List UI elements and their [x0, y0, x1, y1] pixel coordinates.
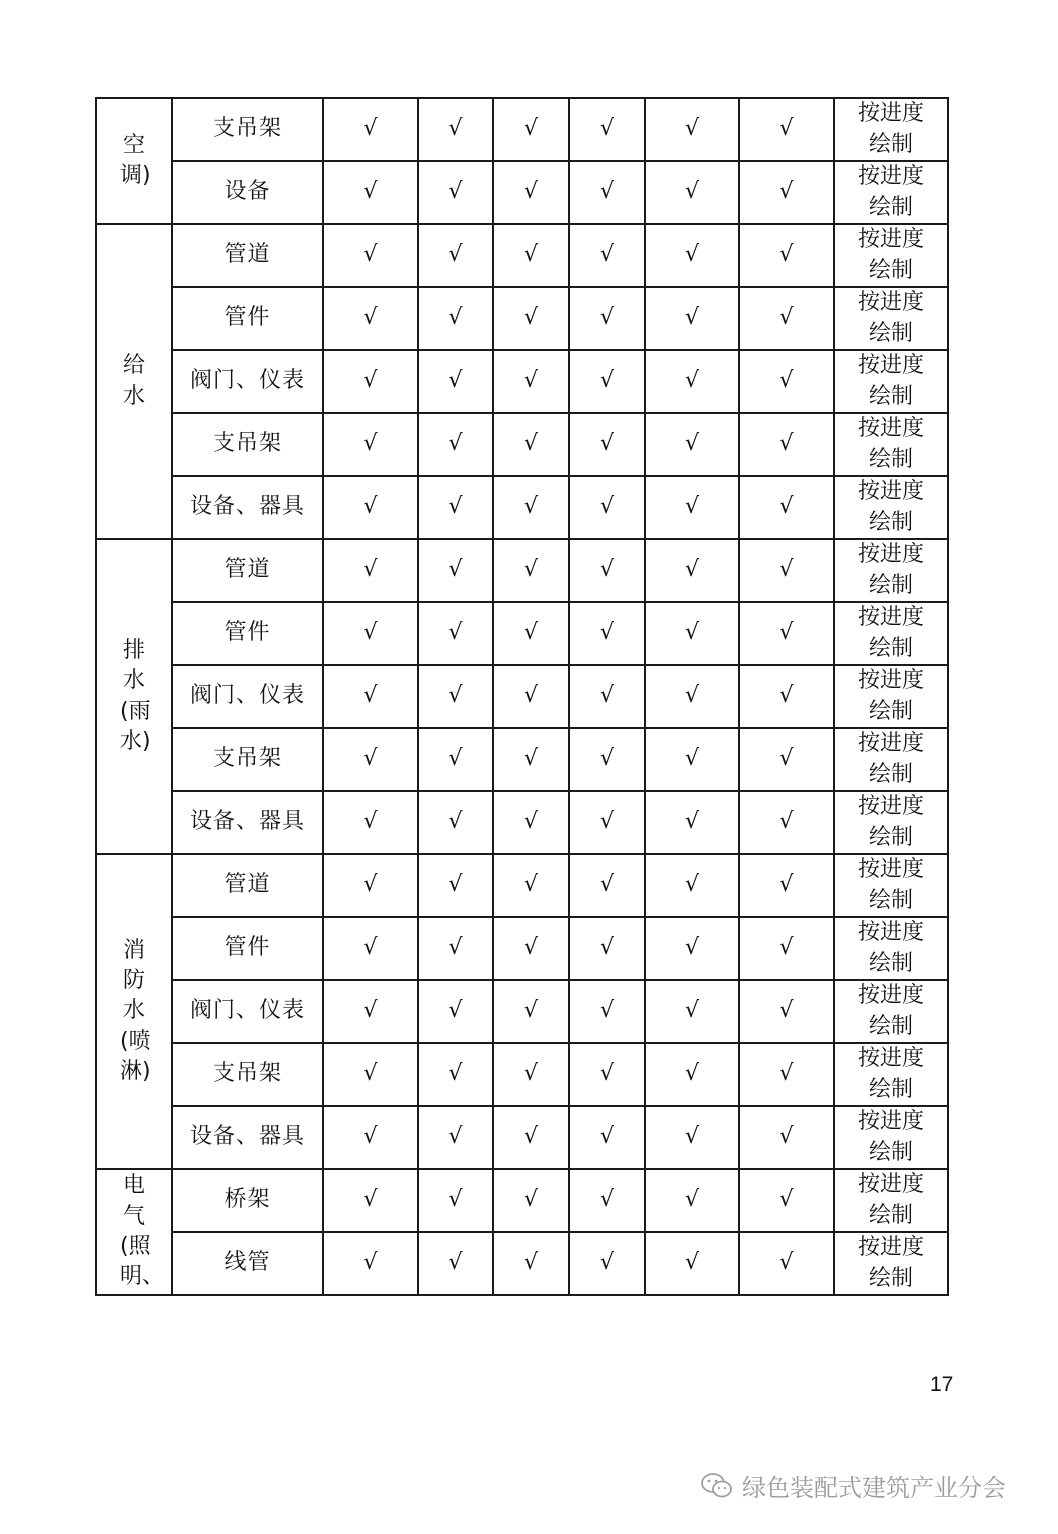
check-mark: √ — [493, 539, 569, 602]
check-mark: √ — [323, 980, 418, 1043]
item-cell: 支吊架 — [172, 98, 323, 161]
group-label-cell — [96, 1169, 172, 1295]
table-row — [96, 224, 948, 287]
page-number: 17 — [930, 1373, 954, 1396]
check-mark: √ — [645, 1232, 739, 1295]
check-mark: √ — [739, 980, 834, 1043]
note-text: 按进度绘制 — [857, 290, 924, 346]
check-mark: √ — [739, 728, 834, 791]
check-mark: √ — [739, 1043, 834, 1106]
check-mark: √ — [418, 287, 493, 350]
check-mark: √ — [493, 1043, 569, 1106]
item-cell: 桥架 — [172, 1169, 323, 1232]
check-mark: √ — [493, 1169, 569, 1232]
note-text: 按进度绘制 — [857, 794, 924, 850]
item-cell: 设备 — [172, 161, 323, 224]
group-label: 排水(雨水) — [120, 637, 151, 754]
item-cell: 支吊架 — [172, 728, 323, 791]
note-text: 按进度绘制 — [857, 542, 924, 598]
check-mark: √ — [418, 1043, 493, 1106]
item-cell: 管道 — [172, 224, 323, 287]
note-text: 按进度绘制 — [857, 605, 924, 661]
check-mark: √ — [739, 161, 834, 224]
table-row — [96, 728, 948, 791]
check-mark: √ — [323, 854, 418, 917]
check-mark: √ — [739, 917, 834, 980]
check-mark: √ — [739, 476, 834, 539]
check-mark: √ — [645, 602, 739, 665]
item-cell: 线管 — [172, 1232, 323, 1295]
check-mark: √ — [645, 854, 739, 917]
note-text: 按进度绘制 — [857, 1235, 924, 1291]
check-mark: √ — [493, 350, 569, 413]
check-mark: √ — [493, 602, 569, 665]
note-cell — [834, 98, 948, 161]
check-mark: √ — [323, 98, 418, 161]
check-mark: √ — [645, 728, 739, 791]
check-mark: √ — [739, 287, 834, 350]
group-label-cell — [96, 98, 172, 224]
check-mark: √ — [569, 539, 645, 602]
item-cell: 管件 — [172, 602, 323, 665]
check-mark: √ — [645, 413, 739, 476]
check-mark: √ — [323, 665, 418, 728]
table-row — [96, 413, 948, 476]
check-mark: √ — [418, 350, 493, 413]
note-cell — [834, 413, 948, 476]
table-row — [96, 917, 948, 980]
note-cell — [834, 602, 948, 665]
check-mark: √ — [569, 350, 645, 413]
check-mark: √ — [739, 665, 834, 728]
note-text: 按进度绘制 — [857, 479, 924, 535]
check-mark: √ — [569, 728, 645, 791]
check-mark: √ — [418, 224, 493, 287]
note-text: 按进度绘制 — [857, 164, 924, 220]
bim-content-table — [95, 97, 949, 1296]
check-mark: √ — [739, 854, 834, 917]
check-mark: √ — [645, 350, 739, 413]
watermark-text: 绿色装配式建筑产业分会 — [742, 1474, 1006, 1502]
note-text: 按进度绘制 — [857, 353, 924, 409]
table-row — [96, 854, 948, 917]
check-mark: √ — [645, 665, 739, 728]
check-mark: √ — [569, 1232, 645, 1295]
check-mark: √ — [739, 413, 834, 476]
check-mark: √ — [418, 1106, 493, 1169]
check-mark: √ — [493, 413, 569, 476]
note-text: 按进度绘制 — [857, 101, 924, 157]
table-row — [96, 161, 948, 224]
note-cell — [834, 539, 948, 602]
table-row — [96, 665, 948, 728]
note-cell — [834, 161, 948, 224]
note-cell — [834, 791, 948, 854]
item-cell: 阀门、仪表 — [172, 350, 323, 413]
check-mark: √ — [739, 350, 834, 413]
check-mark: √ — [323, 413, 418, 476]
check-mark: √ — [323, 161, 418, 224]
check-mark: √ — [739, 791, 834, 854]
note-cell — [834, 1106, 948, 1169]
table-row — [96, 350, 948, 413]
check-mark: √ — [493, 287, 569, 350]
check-mark: √ — [739, 539, 834, 602]
check-mark: √ — [493, 476, 569, 539]
check-mark: √ — [493, 980, 569, 1043]
check-mark: √ — [323, 791, 418, 854]
note-text: 按进度绘制 — [857, 1046, 924, 1102]
item-cell: 支吊架 — [172, 413, 323, 476]
note-text: 按进度绘制 — [857, 731, 924, 787]
check-mark: √ — [493, 665, 569, 728]
table-row — [96, 1232, 948, 1295]
check-mark: √ — [418, 728, 493, 791]
check-mark: √ — [323, 539, 418, 602]
check-mark: √ — [418, 1232, 493, 1295]
check-mark: √ — [645, 917, 739, 980]
item-cell: 设备、器具 — [172, 476, 323, 539]
note-cell — [834, 917, 948, 980]
note-cell — [834, 224, 948, 287]
table-row — [96, 980, 948, 1043]
note-text: 按进度绘制 — [857, 1109, 924, 1165]
check-mark: √ — [569, 161, 645, 224]
check-mark: √ — [739, 224, 834, 287]
note-cell — [834, 1043, 948, 1106]
check-mark: √ — [569, 917, 645, 980]
check-mark: √ — [323, 287, 418, 350]
table-row — [96, 98, 948, 161]
check-mark: √ — [645, 224, 739, 287]
check-mark: √ — [323, 1232, 418, 1295]
check-mark: √ — [493, 161, 569, 224]
check-mark: √ — [569, 98, 645, 161]
check-mark: √ — [645, 539, 739, 602]
note-text: 按进度绘制 — [857, 1172, 924, 1228]
check-mark: √ — [645, 476, 739, 539]
group-label-cell — [96, 224, 172, 539]
check-mark: √ — [569, 602, 645, 665]
check-mark: √ — [323, 350, 418, 413]
table-body — [96, 98, 948, 1295]
check-mark: √ — [493, 791, 569, 854]
check-mark: √ — [418, 476, 493, 539]
check-mark: √ — [418, 1169, 493, 1232]
check-mark: √ — [323, 476, 418, 539]
check-mark: √ — [569, 980, 645, 1043]
check-mark: √ — [323, 917, 418, 980]
check-mark: √ — [493, 728, 569, 791]
table-row — [96, 602, 948, 665]
item-cell: 管件 — [172, 917, 323, 980]
note-cell — [834, 476, 948, 539]
watermark — [700, 1468, 1006, 1503]
check-mark: √ — [493, 1232, 569, 1295]
check-mark: √ — [418, 413, 493, 476]
check-mark: √ — [323, 602, 418, 665]
check-mark: √ — [418, 791, 493, 854]
check-mark: √ — [418, 854, 493, 917]
check-mark: √ — [323, 728, 418, 791]
item-cell: 设备、器具 — [172, 1106, 323, 1169]
note-text: 按进度绘制 — [857, 857, 924, 913]
check-mark: √ — [569, 224, 645, 287]
note-cell — [834, 665, 948, 728]
check-mark: √ — [569, 1106, 645, 1169]
note-text: 按进度绘制 — [857, 920, 924, 976]
note-cell — [834, 1232, 948, 1295]
check-mark: √ — [569, 287, 645, 350]
note-cell — [834, 1169, 948, 1232]
check-mark: √ — [569, 854, 645, 917]
check-mark: √ — [493, 224, 569, 287]
item-cell: 阀门、仪表 — [172, 665, 323, 728]
wechat-icon — [700, 1471, 734, 1501]
item-cell: 管道 — [172, 854, 323, 917]
check-mark: √ — [569, 665, 645, 728]
check-mark: √ — [493, 854, 569, 917]
item-cell: 管道 — [172, 539, 323, 602]
table-row — [96, 539, 948, 602]
check-mark: √ — [418, 917, 493, 980]
item-cell: 阀门、仪表 — [172, 980, 323, 1043]
table-row — [96, 1169, 948, 1232]
check-mark: √ — [645, 1043, 739, 1106]
group-label: 给水 — [122, 353, 145, 409]
check-mark: √ — [739, 1169, 834, 1232]
check-mark: √ — [418, 98, 493, 161]
check-mark: √ — [323, 224, 418, 287]
check-mark: √ — [418, 665, 493, 728]
check-mark: √ — [569, 1169, 645, 1232]
note-cell — [834, 854, 948, 917]
table-row — [96, 791, 948, 854]
check-mark: √ — [569, 413, 645, 476]
item-cell: 支吊架 — [172, 1043, 323, 1106]
item-cell: 管件 — [172, 287, 323, 350]
check-mark: √ — [739, 98, 834, 161]
table-row — [96, 287, 948, 350]
check-mark: √ — [569, 476, 645, 539]
group-label-cell — [96, 539, 172, 854]
check-mark: √ — [418, 161, 493, 224]
note-text: 按进度绘制 — [857, 668, 924, 724]
check-mark: √ — [569, 1043, 645, 1106]
note-cell — [834, 350, 948, 413]
item-cell: 设备、器具 — [172, 791, 323, 854]
table-row — [96, 1043, 948, 1106]
check-mark: √ — [645, 1106, 739, 1169]
note-cell — [834, 728, 948, 791]
check-mark: √ — [739, 602, 834, 665]
check-mark: √ — [645, 98, 739, 161]
group-label-cell — [96, 854, 172, 1169]
group-label: 空调) — [120, 132, 151, 188]
group-label: 电气(照明、 — [120, 1173, 165, 1290]
check-mark: √ — [645, 287, 739, 350]
check-mark: √ — [323, 1169, 418, 1232]
note-text: 按进度绘制 — [857, 227, 924, 283]
check-mark: √ — [645, 791, 739, 854]
check-mark: √ — [645, 980, 739, 1043]
table-row — [96, 476, 948, 539]
check-mark: √ — [645, 1169, 739, 1232]
note-text: 按进度绘制 — [857, 983, 924, 1039]
note-cell — [834, 980, 948, 1043]
check-mark: √ — [323, 1043, 418, 1106]
check-mark: √ — [739, 1232, 834, 1295]
group-label: 消防水(喷淋) — [120, 937, 151, 1085]
check-mark: √ — [493, 98, 569, 161]
check-mark: √ — [418, 602, 493, 665]
check-mark: √ — [493, 917, 569, 980]
check-mark: √ — [418, 980, 493, 1043]
check-mark: √ — [493, 1106, 569, 1169]
table-row — [96, 1106, 948, 1169]
check-mark: √ — [323, 1106, 418, 1169]
check-mark: √ — [645, 161, 739, 224]
note-text: 按进度绘制 — [857, 416, 924, 472]
check-mark: √ — [569, 791, 645, 854]
check-mark: √ — [739, 1106, 834, 1169]
note-cell — [834, 287, 948, 350]
check-mark: √ — [418, 539, 493, 602]
